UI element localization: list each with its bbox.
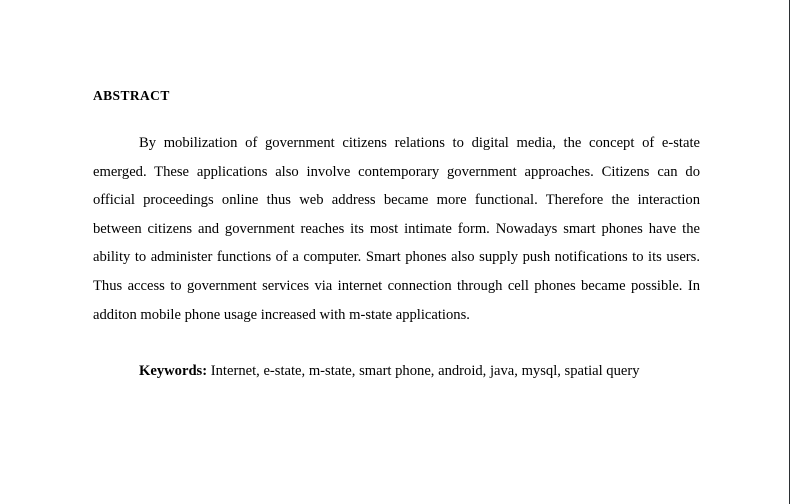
keywords-label: Keywords: xyxy=(139,363,208,379)
abstract-paragraph: By mobilization of government citizens relations to digital media, the concept of e-state emerged. These applications also involve contemporary government approaches. Citizens can do official proceedings online thus web address became more functional. Therefore the interaction between citizens and government reaches its most intimate form. Nowadays smart phones have the ability to administer functions of a computer. Smart phones also supply push notifications to its users. Thus access to government services via internet connection through cell phones became possible. In additon mobile phone usage increased with m-state applications. xyxy=(93,135,700,323)
page-title: ABSTRACT xyxy=(93,88,170,103)
keywords-values: Internet, e-state, m-state, smart phone, android, java, mysql, spatial query xyxy=(210,363,640,379)
keywords-line xyxy=(93,357,700,386)
page-edge-divider xyxy=(789,0,790,504)
